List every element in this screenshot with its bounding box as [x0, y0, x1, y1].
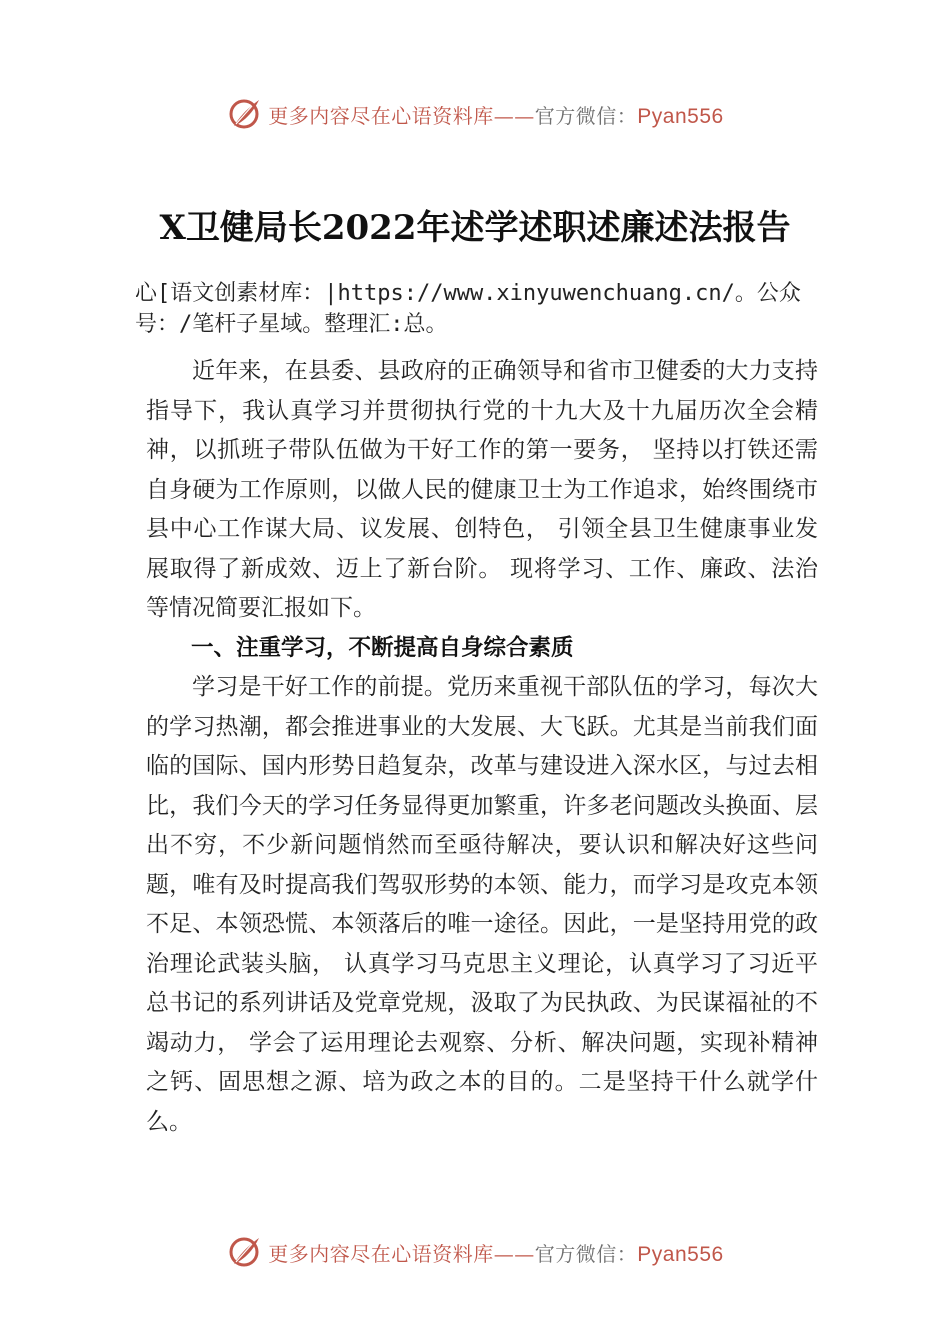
banner-text: [268, 100, 723, 129]
banner-slogan: 更多内容尽在心语资料库——: [268, 1241, 535, 1266]
banner-wechat-id: Pyan556: [637, 104, 724, 128]
banner-wechat-label: 官方微信：: [534, 103, 638, 128]
source-line: 心[语文创素材库：|https://www.xinyuwenchuang.cn/。公众号：/笔杆子星域。整理汇:总。: [135, 281, 801, 337]
header-banner: [0, 94, 950, 134]
quill-circle-logo-icon: [226, 1234, 262, 1270]
section-paragraph: 学习是干好工作的前提。党历来重视干部队伍的学习，每次大的学习热潮，都会推进事业的大发展、大飞跃。尤其是当前我们面临的国际、国内形势日趋复杂，改革与建设进入深水区，与过去相比，我们今天的学习任务显得更加繁重，许多老问题改头换面、层出不穷，不少新问题悄然而至亟待解决，要认识和解决好这些问题，唯有及时提高我们驾驭形势的本领、能力，而学习是攻克本领不足、本领恐慌、本领落后的唯一途径。因此，一是坚持用党的政治理论武装头脑， 认真学习马克思主义理论，认真学习了习近平总书记的系列讲话及党章党规，汲取了为民执政、为民谋福祉的不竭动力， 学会了运用理论去观察、分析、解决问题，实现补精神之钙、固思想之源、培为政之本的目的。二是坚持干什么就学什么。: [146, 674, 818, 1135]
footer-banner: [0, 1232, 950, 1272]
banner-wechat-label: 官方微信：: [534, 1241, 638, 1266]
banner-slogan: 更多内容尽在心语资料库——: [268, 103, 535, 128]
document-body: [146, 352, 818, 1142]
banner-wechat-id: Pyan556: [637, 1242, 724, 1266]
intro-paragraph: 近年来，在县委、县政府的正确领导和省市卫健委的大力支持指导下，我认真学习并贯彻执行党的十九大及十九届历次全会精神，以抓班子带队伍做为干好工作的第一要务， 坚持以打铁还需自身硬为工作原则，以做人民的健康卫士为工作追求，始终围绕市县中心工作谋大局、议发展、创特色， 引领全县卫生健康事业发展取得了新成效、迈上了新台阶。 现将学习、工作、廉政、法治等情况简要汇报如下。: [146, 358, 818, 621]
banner-text: [268, 1238, 723, 1267]
document-title: X卫健局长2022年述学述职述廉述法报告: [159, 208, 791, 248]
quill-circle-logo-icon: [226, 96, 262, 132]
section-heading: 一、注重学习，不断提高自身综合素质: [191, 634, 574, 661]
